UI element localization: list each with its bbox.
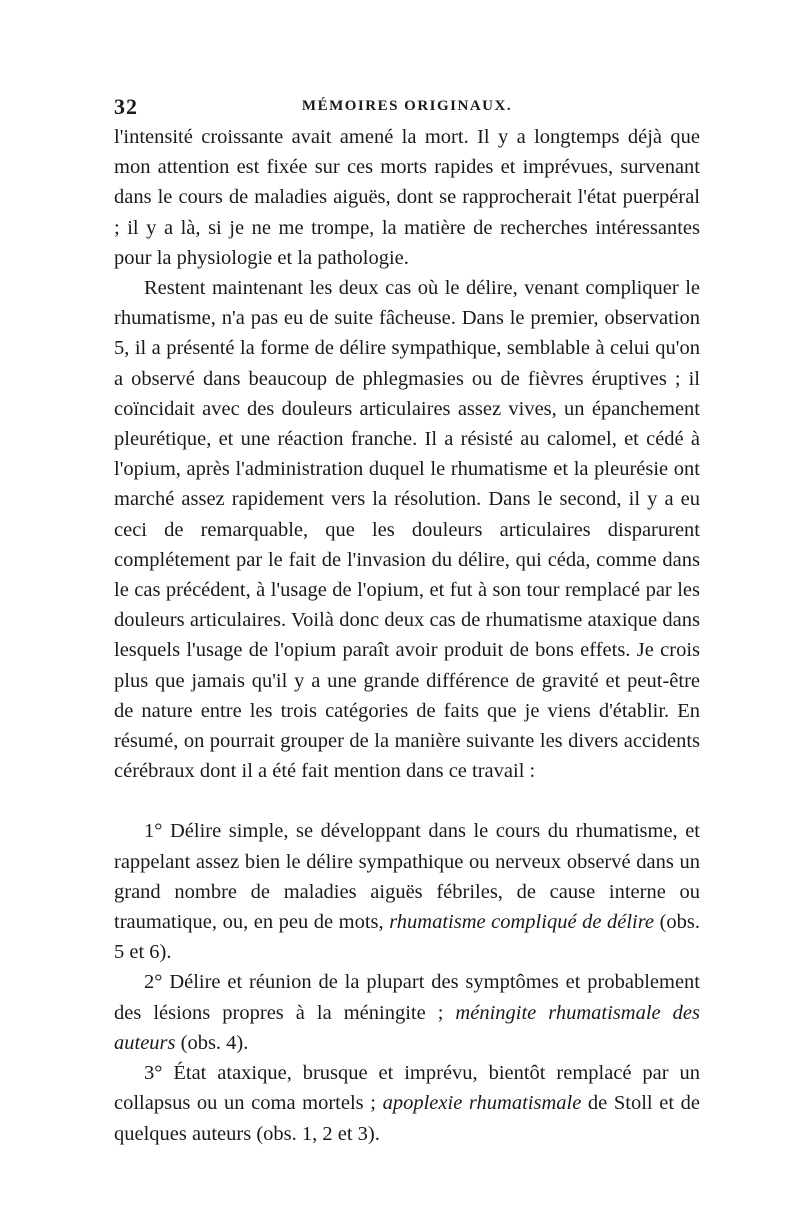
list-item-1-text: Délire simple, se développant dans le cours du rhumatisme, et rappelant assez bien le délire sympathique ou nerveux observé dans un grand nombre de maladies aiguës fébriles, de cause interne ou traumatique, ou, en peu de mots, [114, 820, 700, 934]
list-item-1-reference: (obs. 5 et 6). [114, 911, 701, 964]
list-item-1-number: 1° [144, 820, 163, 843]
page-number: 32 [114, 94, 138, 119]
list-item-3-text: État ataxique, brusque et imprévu, bientôt remplacé par un collapsus ou un coma mortels ; [114, 1062, 700, 1115]
list-item-2-number: 2° [144, 971, 163, 994]
list-item-2-text: Délire et réunion de la plupart des symptômes et probablement des lésions propres à la méningite ; [114, 971, 701, 1024]
list-item-3-term: apoplexie rhumatismale [382, 1092, 582, 1115]
page-header [114, 94, 700, 124]
body-text [114, 122, 700, 1149]
list-item-3-reference: de Stoll et de quelques auteurs (obs. 1, 2 et 3). [114, 1092, 701, 1145]
list-item-2 [114, 967, 700, 1058]
paragraph-remaining-cases: Restent maintenant les deux cas où le délire, venant compliquer le rhumatisme, n'a pas eu de suite fâcheuse. Dans le premier, observation 5, il a présenté la forme de délire sympathique, semblable à celui qu'on a observé dans beaucoup de phlegmasies ou de fièvres éruptives ; il coïncidait avec des douleurs articulaires assez vives, un épanchement pleurétique, et une réaction franche. Il a résisté au calomel, et cédé à l'opium, après l'administration duquel le rhumatisme et la pleurésie ont marché assez rapidement vers la résolution. Dans le second, il y a eu ceci de remarquable, que les douleurs articulaires disparurent complétement par le fait de l'invasion du délire, qui céda, comme dans le cas précédent, à l'usage de l'opium, et fut à son tour remplacé par les douleurs articulaires. Voilà donc deux cas de rhumatisme ataxique dans lesquels l'usage de l'opium paraît avoir produit de bons effets. Je crois plus que jamais qu'il y a une grande différence de gravité et peut-être de nature entre les trois catégories de faits que je viens d'établir. En résumé, on pourrait grouper de la manière suivante les divers accidents cérébraux dont il a été fait mention dans ce travail : [114, 277, 700, 783]
running-head: MÉMOIRES ORIGINAUX. [301, 98, 513, 114]
list-item-3-number: 3° [144, 1062, 163, 1085]
list-item-3 [114, 1058, 700, 1149]
list-item-1 [114, 816, 700, 967]
paragraph-spacer [114, 786, 700, 816]
list-item-2-term: méningite rhumatismale des auteurs [114, 1001, 700, 1054]
list-item-2-reference: (obs. 4). [180, 1031, 249, 1054]
list-item-1-term: rhumatisme compliqué de délire [389, 911, 655, 934]
paragraph-continuation: l'intensité croissante avait amené la mort. Il y a longtemps déjà que mon attention est fixée sur ces morts rapides et imprévues, survenant dans le cours de maladies aiguës, dont se rapprocherait l'état puerpéral ; il y a là, si je ne me trompe, la matière de recherches intéressantes pour la physiologie et la pathologie. [114, 126, 700, 269]
